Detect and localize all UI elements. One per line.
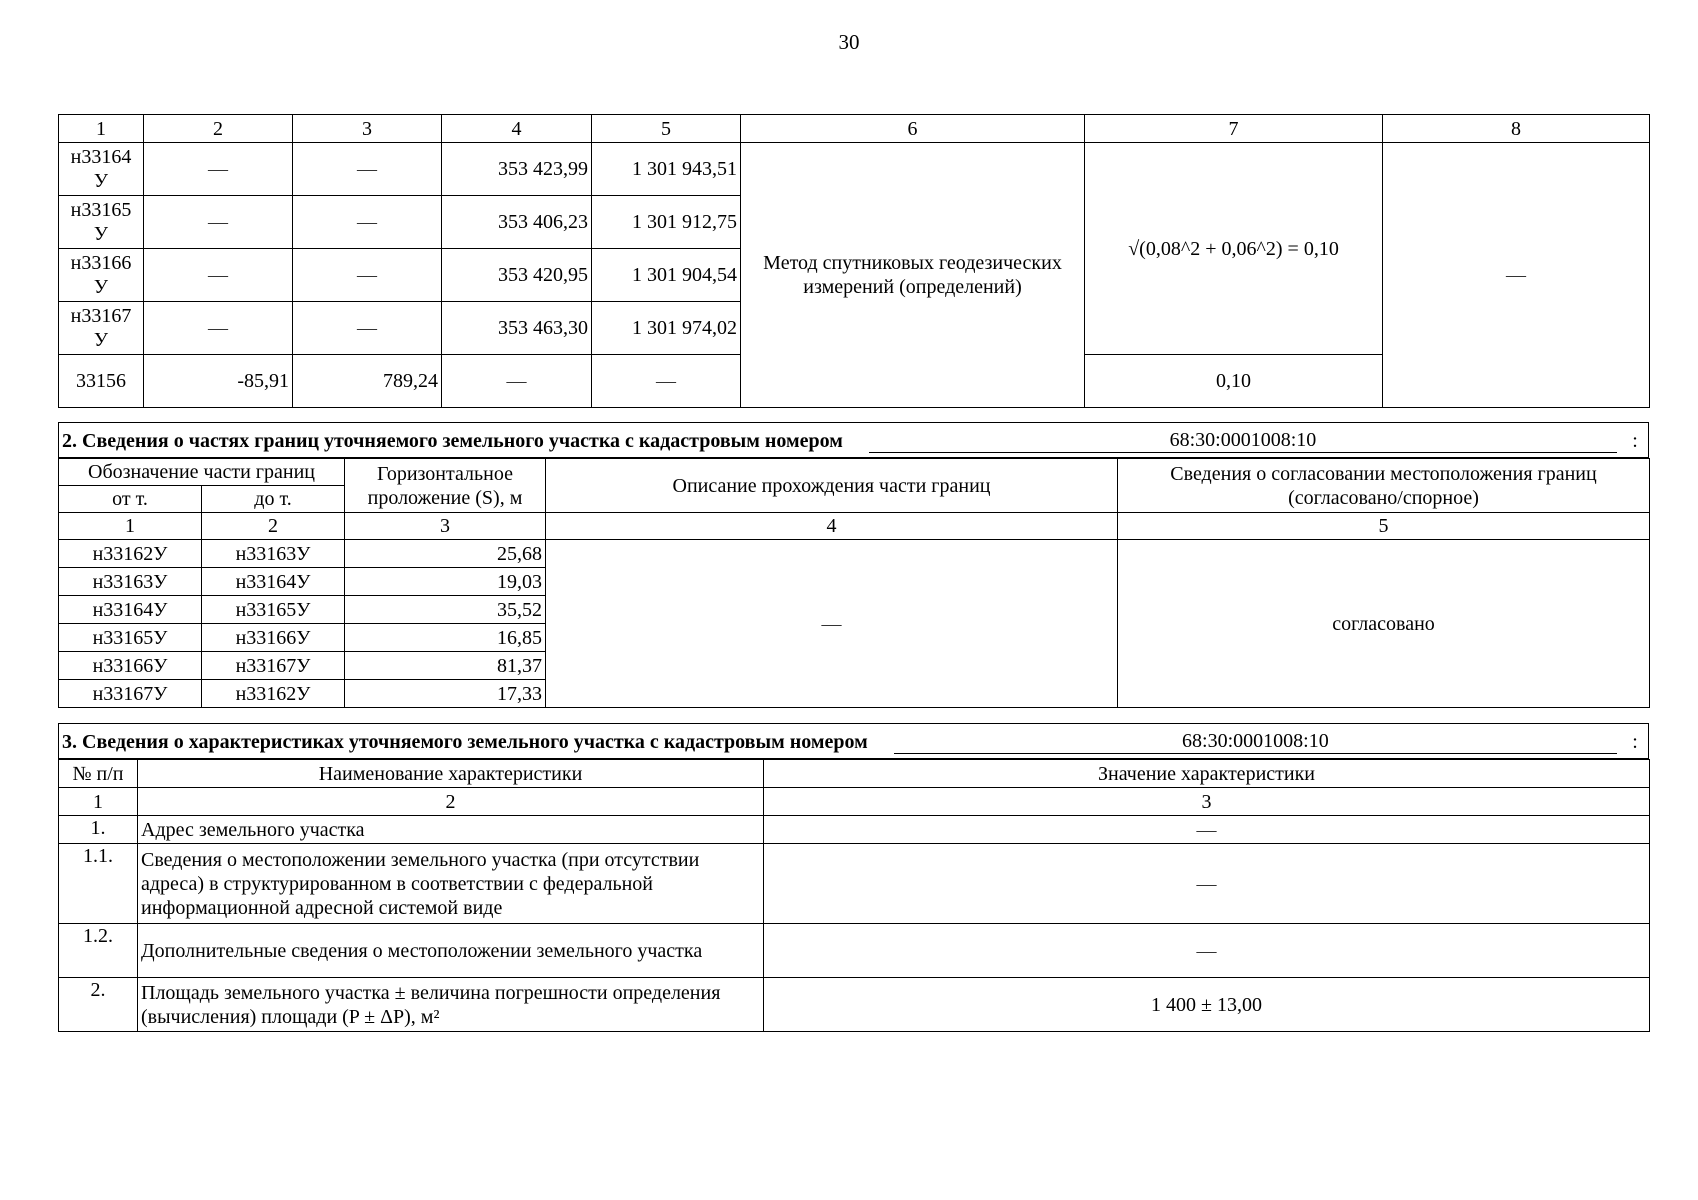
section2-title: 2. Сведения о частях границ уточняемого земельного участка с кадастровым номером — [62, 429, 843, 452]
col-number: 4 — [546, 513, 1118, 540]
cell-x: 353 420,95 — [442, 249, 592, 302]
col-number: 1 — [59, 788, 138, 816]
cell-c2: — — [144, 302, 293, 355]
cell-x: — — [442, 355, 592, 408]
cell-y: 1 301 943,51 — [592, 143, 741, 196]
from-point: н33163У — [59, 568, 202, 596]
length-value: 25,68 — [345, 540, 546, 568]
cell-c3: — — [293, 196, 442, 249]
cell-c3: — — [293, 249, 442, 302]
table-row — [59, 143, 1650, 196]
col-number: 1 — [59, 115, 144, 143]
from-point: н33164У — [59, 596, 202, 624]
row-name: Дополнительные сведения о местоположении земельного участка — [138, 924, 764, 978]
col-number: 4 — [442, 115, 592, 143]
col-number: 2 — [138, 788, 764, 816]
row-value: — — [764, 816, 1650, 844]
to-point: н33167У — [202, 652, 345, 680]
agreement-value: согласовано — [1118, 540, 1650, 708]
row-value: — — [764, 844, 1650, 924]
cell-x: 353 463,30 — [442, 302, 592, 355]
point-name: н33166 У — [59, 249, 144, 302]
from-point: н33165У — [59, 624, 202, 652]
to-point: н33162У — [202, 680, 345, 708]
table-row — [59, 844, 1650, 924]
cell-y: — — [592, 355, 741, 408]
col-number: 5 — [592, 115, 741, 143]
cell-x: 353 406,23 — [442, 196, 592, 249]
col-number: 7 — [1085, 115, 1383, 143]
row-name: Сведения о местоположении земельного участка (при отсутствии адреса) в структурированном в соответствии с федеральной информационной адресной системой виде — [138, 844, 764, 924]
characteristics-table — [58, 759, 1650, 1032]
header-agreement: Сведения о согласовании местоположения границ (согласовано/спорное) — [1118, 459, 1650, 513]
page-number: 30 — [838, 30, 860, 54]
header-to: до т. — [202, 486, 345, 513]
section3-title-table — [58, 723, 1649, 759]
row-num: 1.2. — [59, 924, 138, 978]
length-value: 17,33 — [345, 680, 546, 708]
method-cell: Метод спутниковых геодезических измерений (определений) — [741, 143, 1085, 408]
cell-y: 1 301 904,54 — [592, 249, 741, 302]
from-point: н33166У — [59, 652, 202, 680]
boundary-parts-table — [58, 458, 1650, 708]
section2-colon: : — [1632, 429, 1638, 452]
cell-x: 353 423,99 — [442, 143, 592, 196]
table-row — [59, 816, 1650, 844]
from-point: н33167У — [59, 680, 202, 708]
point-name: н33165 У — [59, 196, 144, 249]
length-value: 35,52 — [345, 596, 546, 624]
header-num: № п/п — [59, 760, 138, 788]
cell-y: 1 301 912,75 — [592, 196, 741, 249]
from-point: н33162У — [59, 540, 202, 568]
cell-c2: -85,91 — [144, 355, 293, 408]
coordinates-header-row — [59, 115, 1650, 143]
section3-cadastral-number: 68:30:0001008:10 — [894, 729, 1617, 754]
section2-cadastral-number: 68:30:0001008:10 — [869, 428, 1617, 453]
header-name: Наименование характеристики — [138, 760, 764, 788]
col-number: 1 — [59, 513, 202, 540]
col-number: 2 — [202, 513, 345, 540]
section2-title-table — [58, 422, 1649, 458]
row-value: 1 400 ± 13,00 — [764, 978, 1650, 1032]
col-number: 8 — [1383, 115, 1650, 143]
header-from: от т. — [59, 486, 202, 513]
cell-c3: — — [293, 302, 442, 355]
to-point: н33164У — [202, 568, 345, 596]
cell-c3: — — [293, 143, 442, 196]
cell-c7: 0,10 — [1085, 355, 1383, 408]
row-num: 1.1. — [59, 844, 138, 924]
cell-c3: 789,24 — [293, 355, 442, 408]
row-name: Площадь земельного участка ± величина погрешности определения (вычисления) площади (P ± ΔP), м² — [138, 978, 764, 1032]
point-name: н33167 У — [59, 302, 144, 355]
cell-c2: — — [144, 196, 293, 249]
section3-title: 3. Сведения о характеристиках уточняемого земельного участка с кадастровым номером — [62, 730, 868, 753]
length-value: 16,85 — [345, 624, 546, 652]
section3-colon: : — [1632, 730, 1638, 753]
to-point: н33165У — [202, 596, 345, 624]
row-num: 2. — [59, 978, 138, 1032]
table-row — [59, 540, 1650, 568]
header-part: Обозначение части границ — [59, 459, 345, 486]
header-length: Горизонтальное проложение (S), м — [345, 459, 546, 513]
col-number: 2 — [144, 115, 293, 143]
cell-y: 1 301 974,02 — [592, 302, 741, 355]
cell-c2: — — [144, 249, 293, 302]
header-description: Описание прохождения части границ — [546, 459, 1118, 513]
point-name: 33156 — [59, 355, 144, 408]
coordinates-table — [58, 114, 1650, 408]
length-value: 19,03 — [345, 568, 546, 596]
col-number: 3 — [345, 513, 546, 540]
cell-c2: — — [144, 143, 293, 196]
row-num: 1. — [59, 816, 138, 844]
description-value: — — [546, 540, 1118, 708]
to-point: н33163У — [202, 540, 345, 568]
formula-cell: √(0,08^2 + 0,06^2) = 0,10 — [1085, 143, 1383, 355]
col-number: 5 — [1118, 513, 1650, 540]
header-value: Значение характеристики — [764, 760, 1650, 788]
col8-cell: — — [1383, 143, 1650, 408]
col-number: 6 — [741, 115, 1085, 143]
table-row — [59, 978, 1650, 1032]
table-row — [59, 924, 1650, 978]
col-number: 3 — [764, 788, 1650, 816]
col-number: 3 — [293, 115, 442, 143]
row-name: Адрес земельного участка — [138, 816, 764, 844]
point-name: н33164 У — [59, 143, 144, 196]
row-value: — — [764, 924, 1650, 978]
length-value: 81,37 — [345, 652, 546, 680]
to-point: н33166У — [202, 624, 345, 652]
